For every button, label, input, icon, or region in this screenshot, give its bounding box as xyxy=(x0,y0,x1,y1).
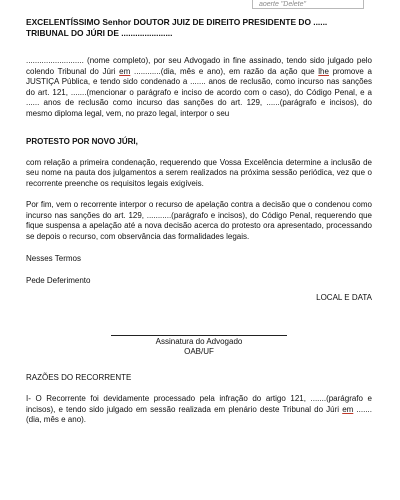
reasons-heading: RAZÕES DO RECORRENTE xyxy=(26,372,132,382)
closing-terms: Nesses Termos xyxy=(26,254,81,264)
signature-label: Assinatura do Advogado xyxy=(155,336,243,346)
reasons-paragraph xyxy=(26,394,372,426)
appeal-paragraph: Por fim, vem o recorrente interpor o recurso de apelação contra a decisão que o condenou como incurso nas sanções do art. 129, ...........(parágrafo e incisos), do Código Penal, requerendo que fique suspensa a apelação até a nova decisão acerca do protesto ora apresentado, processando se depois o recurso, com observância das formalidades legais. xyxy=(26,200,372,241)
intro-text-3: promove a JUSTIÇA Pública, e tendo sido condenado a ....... anos de reclusão, como incurso nas sanções do art. 121, .......(mencionar o parágrafo e inciso de acordo com o caso), do Código Penal, e a ...... anos de reclusão como incurso das sanções do art. 129, ......(parágrafo e incisos), do mesmo diploma legal, vem, no prazo legal, interpor o seu xyxy=(26,66,372,118)
first-conviction-paragraph: com relação a primeira condenação, requerendo que Vossa Excelência determine a inclusão de seu nome na pauta dos julgamentos a serem realizados na próxima sessão periódica, vez que o recorrente preenche os requisitos legais exigíveis. xyxy=(26,157,372,188)
header-line1-a: EXCELENTÍSSIMO xyxy=(26,17,100,27)
document-header xyxy=(26,17,372,38)
header-line1-b: Senhor DOUTOR JUIZ DE DIREITO PRESIDENTE DO ...... xyxy=(102,17,328,27)
signature-block xyxy=(26,335,372,358)
intro-text-1: .......................... (nome completo), por seu Advogado in fine assinado, tendo sido julgado pelo colendo Tribunal do Júri xyxy=(26,56,372,76)
toolbar-strip xyxy=(0,0,400,10)
intro-text-2: ............(dia, mês e ano), em razão da ação que xyxy=(134,66,315,76)
header-line2: TRIBUNAL DO JÚRI DE ...................... xyxy=(26,27,173,38)
delete-hint-box: aoerte "Delete" xyxy=(252,0,364,9)
protest-heading: PROTESTO POR NOVO JÚRI, xyxy=(26,137,138,147)
reasons-em-word: em xyxy=(342,404,354,414)
petition-document xyxy=(26,17,372,426)
intro-paragraph xyxy=(26,56,372,119)
reasons-text-2: .......(dia, mês e ano). xyxy=(26,404,372,425)
place-date: LOCAL E DATA xyxy=(316,293,372,303)
signature-oab: OAB/UF xyxy=(184,347,214,357)
signature-line xyxy=(111,335,287,336)
intro-em-word: em xyxy=(119,66,131,76)
closing-request: Pede Deferimento xyxy=(26,275,91,285)
intro-lhe-word: lhe xyxy=(318,66,329,76)
reasons-text-1: I- O Recorrente foi devidamente processado pela infração do artigo 121, .......(parágrafo e incisos), e tendo sido julgado em sessão realizada em plenário deste Tribunal do Júri xyxy=(26,394,372,414)
